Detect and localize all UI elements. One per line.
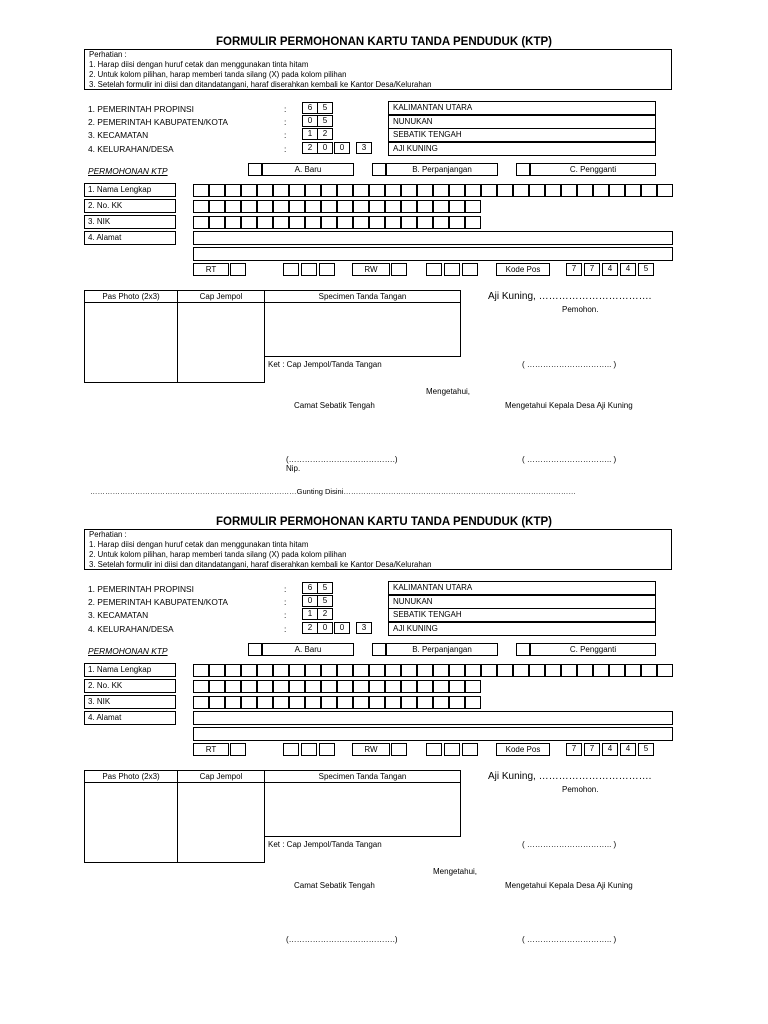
char-cell[interactable] <box>545 184 561 197</box>
camat-sign-line[interactable]: (………………………………….) <box>286 455 398 464</box>
mengetahui-label: Mengetahui, <box>426 387 471 396</box>
char-cell[interactable] <box>433 184 449 197</box>
colon: : <box>284 610 287 620</box>
code-cell[interactable]: 2 <box>317 608 333 620</box>
char-cell[interactable] <box>401 200 417 213</box>
char-cell[interactable] <box>433 664 449 677</box>
option-checkbox-baru[interactable] <box>248 643 262 656</box>
char-cell[interactable] <box>353 216 369 229</box>
rt-cell[interactable] <box>301 743 317 756</box>
option-checkbox-pengganti[interactable] <box>516 163 530 176</box>
char-cell[interactable] <box>401 696 417 709</box>
region-value[interactable]: SEBATIK TENGAH <box>388 128 656 142</box>
pemohon-label: Pemohon. <box>562 785 599 794</box>
char-cell[interactable] <box>193 216 209 229</box>
char-cell[interactable] <box>417 216 433 229</box>
note-item: 3. Setelah formulir ini diisi dan ditandatangani, haraf diserahkan kembali ke Kantor Desa/Kelurahan <box>89 560 432 569</box>
code-cell[interactable]: 0 <box>317 142 333 154</box>
alamat-input-line2[interactable] <box>193 247 673 261</box>
cap-jempol-box[interactable] <box>177 770 265 863</box>
char-cell[interactable] <box>225 680 241 693</box>
place-date: Aji Kuning, ……………………………. <box>488 771 652 782</box>
char-cell[interactable] <box>465 216 481 229</box>
mengetahui-label: Mengetahui, <box>433 867 478 876</box>
field-label-nama: 1. Nama Lengkap <box>84 663 176 677</box>
option-checkbox-pengganti[interactable] <box>516 643 530 656</box>
region-label: 3. KECAMATAN <box>88 610 149 620</box>
char-cell[interactable] <box>401 216 417 229</box>
colon: : <box>284 117 287 127</box>
char-cell[interactable] <box>241 664 257 677</box>
note-item: 2. Untuk kolom pilihan, harap memberi tanda silang (X) pada kolom pilihan <box>89 70 347 79</box>
pas-photo-box[interactable] <box>84 770 178 863</box>
char-cell[interactable] <box>305 664 321 677</box>
char-cell[interactable] <box>561 184 577 197</box>
char-cell[interactable] <box>417 200 433 213</box>
option-pengganti[interactable]: C. Pengganti <box>530 643 656 656</box>
char-cell[interactable] <box>337 696 353 709</box>
char-cell[interactable] <box>305 680 321 693</box>
char-cell[interactable] <box>385 216 401 229</box>
notes-heading: Perhatian : <box>89 530 127 539</box>
char-cell[interactable] <box>353 184 369 197</box>
char-cell[interactable] <box>321 184 337 197</box>
form-title: FORMULIR PERMOHONAN KARTU TANDA PENDUDUK (KTP) <box>215 36 553 48</box>
kodepos-cell[interactable]: 7 <box>566 743 582 756</box>
option-checkbox-perpanjangan[interactable] <box>372 163 386 176</box>
char-cell[interactable] <box>305 696 321 709</box>
char-cell[interactable] <box>369 664 385 677</box>
char-cell[interactable] <box>209 216 225 229</box>
kades-sign-line[interactable]: ( ………………………….. ) <box>522 935 617 944</box>
ket-note: Ket : Cap Jempol/Tanda Tangan <box>268 360 382 369</box>
kodepos-cell[interactable]: 5 <box>638 743 654 756</box>
char-cell[interactable] <box>257 696 273 709</box>
char-cell[interactable] <box>417 680 433 693</box>
kades-sign-line[interactable]: ( ………………………….. ) <box>522 455 617 464</box>
char-cell[interactable] <box>257 216 273 229</box>
char-cell[interactable] <box>417 664 433 677</box>
char-cell[interactable] <box>289 184 305 197</box>
note-item: 3. Setelah formulir ini diisi dan ditandatangani, haraf diserahkan kembali ke Kantor Desa/Kelurahan <box>89 80 432 89</box>
char-cell[interactable] <box>369 200 385 213</box>
char-cell[interactable] <box>385 200 401 213</box>
char-cell[interactable] <box>657 184 673 197</box>
colon: : <box>284 144 287 154</box>
rw-label: RW <box>352 743 390 756</box>
char-cell[interactable] <box>433 696 449 709</box>
permohonan-label: PERMOHONAN KTP <box>88 646 168 656</box>
note-item: 1. Harap diisi dengan huruf cetak dan menggunakan tinta hitam <box>89 540 309 549</box>
field-label-nik: 3. NIK <box>84 695 176 709</box>
char-cell[interactable] <box>273 680 289 693</box>
char-cell[interactable] <box>465 664 481 677</box>
kodepos-cell[interactable]: 7 <box>566 263 582 276</box>
code-cell[interactable]: 2 <box>302 142 318 154</box>
char-cell[interactable] <box>305 184 321 197</box>
char-cell[interactable] <box>241 184 257 197</box>
cut-line: ……………………………………………………..…………………Gunting Disini………………………………………………………………………………… <box>90 487 576 496</box>
specimen-label: Specimen Tanda Tangan <box>318 772 407 781</box>
option-checkbox-baru[interactable] <box>248 163 262 176</box>
ket-note: Ket : Cap Jempol/Tanda Tangan <box>268 840 382 849</box>
code-cell[interactable]: 5 <box>317 115 333 127</box>
char-cell[interactable] <box>273 184 289 197</box>
code-cell[interactable]: 0 <box>302 595 318 607</box>
rw-label: RW <box>352 263 390 276</box>
colon: : <box>284 597 287 607</box>
char-cell[interactable] <box>449 696 465 709</box>
cap-jempol-label: Cap Jempol <box>199 772 243 781</box>
char-cell[interactable] <box>241 696 257 709</box>
code-cell[interactable]: 6 <box>302 102 318 114</box>
char-cell[interactable] <box>321 680 337 693</box>
rw-cell[interactable] <box>444 263 460 276</box>
code-cell[interactable]: 2 <box>302 622 318 634</box>
char-cell[interactable] <box>209 680 225 693</box>
char-cell[interactable] <box>353 680 369 693</box>
code-cell[interactable]: 0 <box>317 622 333 634</box>
rt-cell[interactable] <box>301 263 317 276</box>
option-perpanjangan[interactable]: B. Perpanjangan <box>386 643 498 656</box>
permohonan-label: PERMOHONAN KTP <box>88 166 168 176</box>
nip-label: Nip. <box>286 464 301 473</box>
char-cell[interactable] <box>321 200 337 213</box>
char-cell[interactable] <box>513 664 529 677</box>
char-cell[interactable] <box>241 200 257 213</box>
region-value[interactable]: AJI KUNING <box>388 622 656 636</box>
char-cell[interactable] <box>337 200 353 213</box>
pas-photo-label: Pas Photo (2x3) <box>102 292 160 301</box>
char-cell[interactable] <box>465 696 481 709</box>
char-cell[interactable] <box>289 200 305 213</box>
char-cell[interactable] <box>209 664 225 677</box>
region-label: 2. PEMERINTAH KABUPATEN/KOTA <box>88 117 228 127</box>
rw-cell[interactable] <box>391 743 407 756</box>
rw-cell[interactable] <box>462 743 478 756</box>
char-cell[interactable] <box>337 184 353 197</box>
region-label: 4. KELURAHAN/DESA <box>88 144 174 154</box>
rw-cell[interactable] <box>462 263 478 276</box>
char-cell[interactable] <box>193 680 209 693</box>
char-cell[interactable] <box>401 680 417 693</box>
kodepos-cell[interactable]: 4 <box>620 743 636 756</box>
char-cell[interactable] <box>193 696 209 709</box>
rt-cell[interactable] <box>319 743 335 756</box>
char-cell[interactable] <box>337 216 353 229</box>
char-cell[interactable] <box>369 680 385 693</box>
kodepos-label: Kode Pos <box>496 263 550 276</box>
char-cell[interactable] <box>449 664 465 677</box>
region-value[interactable]: AJI KUNING <box>388 142 656 156</box>
char-cell[interactable] <box>465 680 481 693</box>
rt-cell[interactable] <box>283 743 299 756</box>
char-cell[interactable] <box>369 216 385 229</box>
char-cell[interactable] <box>593 664 609 677</box>
char-cell[interactable] <box>433 680 449 693</box>
char-cell[interactable] <box>417 184 433 197</box>
colon: : <box>284 130 287 140</box>
char-cell[interactable] <box>433 200 449 213</box>
code-cell[interactable]: 6 <box>302 582 318 594</box>
char-cell[interactable] <box>465 200 481 213</box>
char-cell[interactable] <box>193 200 209 213</box>
option-baru[interactable]: A. Baru <box>262 163 354 176</box>
char-cell[interactable] <box>337 664 353 677</box>
rt-cell[interactable] <box>283 263 299 276</box>
kodepos-cell[interactable]: 7 <box>584 743 600 756</box>
alamat-input-line2[interactable] <box>193 727 673 741</box>
region-label: 4. KELURAHAN/DESA <box>88 624 174 634</box>
char-cell[interactable] <box>369 184 385 197</box>
char-cell[interactable] <box>401 664 417 677</box>
char-cell[interactable] <box>321 216 337 229</box>
field-label-kk: 2. No. KK <box>84 679 176 693</box>
char-cell[interactable] <box>529 184 545 197</box>
char-cell[interactable] <box>513 184 529 197</box>
char-cell[interactable] <box>289 696 305 709</box>
char-cell[interactable] <box>225 664 241 677</box>
char-cell[interactable] <box>497 184 513 197</box>
char-cell[interactable] <box>401 184 417 197</box>
char-cell[interactable] <box>657 664 673 677</box>
field-label-alamat: 4. Alamat <box>84 711 176 725</box>
kodepos-cell[interactable]: 7 <box>584 263 600 276</box>
char-cell[interactable] <box>209 184 225 197</box>
char-cell[interactable] <box>481 664 497 677</box>
pemohon-sign-line[interactable]: ( ………………………….. ) <box>522 840 617 849</box>
camat-label: Camat Sebatik Tengah <box>294 881 375 890</box>
region-value[interactable]: NUNUKAN <box>388 595 656 609</box>
char-cell[interactable] <box>289 680 305 693</box>
rw-cell[interactable] <box>444 743 460 756</box>
char-cell[interactable] <box>353 664 369 677</box>
option-baru[interactable]: A. Baru <box>262 643 354 656</box>
pas-photo-box[interactable] <box>84 290 178 383</box>
alamat-input-line1[interactable] <box>193 231 673 245</box>
rt-cell[interactable] <box>319 263 335 276</box>
region-value[interactable]: KALIMANTAN UTARA <box>388 581 656 595</box>
kades-label: Mengetahui Kepala Desa Aji Kuning <box>505 881 633 890</box>
specimen-label: Specimen Tanda Tangan <box>318 292 407 301</box>
code-cell[interactable]: 3 <box>356 142 372 154</box>
char-cell[interactable] <box>193 184 209 197</box>
char-cell[interactable] <box>385 184 401 197</box>
rw-cell[interactable] <box>426 743 442 756</box>
kades-label: Mengetahui Kepala Desa Aji Kuning <box>505 401 633 410</box>
char-cell[interactable] <box>625 184 641 197</box>
camat-sign-line[interactable]: (………………………………….) <box>286 935 398 944</box>
char-cell[interactable] <box>321 664 337 677</box>
char-cell[interactable] <box>273 216 289 229</box>
char-cell[interactable] <box>385 696 401 709</box>
code-cell[interactable]: 1 <box>302 608 318 620</box>
char-cell[interactable] <box>353 696 369 709</box>
char-cell[interactable] <box>529 664 545 677</box>
kodepos-cell[interactable]: 4 <box>620 263 636 276</box>
rt-label: RT <box>193 743 229 756</box>
rt-cell[interactable] <box>230 743 246 756</box>
option-perpanjangan[interactable]: B. Perpanjangan <box>386 163 498 176</box>
camat-label: Camat Sebatik Tengah <box>294 401 375 410</box>
char-cell[interactable] <box>609 184 625 197</box>
kodepos-cell[interactable]: 4 <box>602 263 618 276</box>
region-value[interactable]: SEBATIK TENGAH <box>388 608 656 622</box>
colon: : <box>284 584 287 594</box>
region-label: 1. PEMERINTAH PROPINSI <box>88 104 194 114</box>
char-cell[interactable] <box>625 664 641 677</box>
char-cell[interactable] <box>193 664 209 677</box>
note-item: 2. Untuk kolom pilihan, harap memberi tanda silang (X) pada kolom pilihan <box>89 550 347 559</box>
alamat-input-line1[interactable] <box>193 711 673 725</box>
char-cell[interactable] <box>481 184 497 197</box>
region-value[interactable]: NUNUKAN <box>388 115 656 129</box>
option-pengganti[interactable]: C. Pengganti <box>530 163 656 176</box>
notes-box <box>84 49 672 90</box>
pemohon-sign-line[interactable]: ( ………………………….. ) <box>522 360 617 369</box>
rt-cell[interactable] <box>230 263 246 276</box>
char-cell[interactable] <box>305 200 321 213</box>
char-cell[interactable] <box>449 680 465 693</box>
char-cell[interactable] <box>225 200 241 213</box>
char-cell[interactable] <box>321 696 337 709</box>
char-cell[interactable] <box>545 664 561 677</box>
code-cell[interactable]: 0 <box>334 622 350 634</box>
char-cell[interactable] <box>609 664 625 677</box>
region-label: 2. PEMERINTAH KABUPATEN/KOTA <box>88 597 228 607</box>
code-cell[interactable]: 5 <box>317 595 333 607</box>
rw-cell[interactable] <box>426 263 442 276</box>
char-cell[interactable] <box>209 200 225 213</box>
code-cell[interactable]: 2 <box>317 128 333 140</box>
char-cell[interactable] <box>337 680 353 693</box>
notes-heading: Perhatian : <box>89 50 127 59</box>
char-cell[interactable] <box>385 664 401 677</box>
place-date: Aji Kuning, ……………………………. <box>488 291 652 302</box>
char-cell[interactable] <box>225 216 241 229</box>
kodepos-cell[interactable]: 4 <box>602 743 618 756</box>
region-label: 3. KECAMATAN <box>88 130 149 140</box>
char-cell[interactable] <box>305 216 321 229</box>
char-cell[interactable] <box>465 184 481 197</box>
field-label-nik: 3. NIK <box>84 215 176 229</box>
char-cell[interactable] <box>593 184 609 197</box>
pas-photo-label: Pas Photo (2x3) <box>102 772 160 781</box>
char-cell[interactable] <box>241 216 257 229</box>
char-cell[interactable] <box>257 184 273 197</box>
char-cell[interactable] <box>577 184 593 197</box>
pemohon-label: Pemohon. <box>562 305 599 314</box>
region-value[interactable]: KALIMANTAN UTARA <box>388 101 656 115</box>
colon: : <box>284 104 287 114</box>
char-cell[interactable] <box>257 664 273 677</box>
kodepos-label: Kode Pos <box>496 743 550 756</box>
kodepos-cell[interactable]: 5 <box>638 263 654 276</box>
char-cell[interactable] <box>289 664 305 677</box>
char-cell[interactable] <box>241 680 257 693</box>
cap-jempol-label: Cap Jempol <box>199 292 243 301</box>
char-cell[interactable] <box>257 200 273 213</box>
ktp-form-1 <box>0 0 768 473</box>
option-checkbox-perpanjangan[interactable] <box>372 643 386 656</box>
char-cell[interactable] <box>273 664 289 677</box>
char-cell[interactable] <box>449 216 465 229</box>
char-cell[interactable] <box>273 200 289 213</box>
char-cell[interactable] <box>449 200 465 213</box>
form-title: FORMULIR PERMOHONAN KARTU TANDA PENDUDUK (KTP) <box>215 516 553 528</box>
field-label-kk: 2. No. KK <box>84 199 176 213</box>
region-label: 1. PEMERINTAH PROPINSI <box>88 584 194 594</box>
code-cell[interactable]: 1 <box>302 128 318 140</box>
char-cell[interactable] <box>433 216 449 229</box>
char-cell[interactable] <box>225 184 241 197</box>
char-cell[interactable] <box>225 696 241 709</box>
char-cell[interactable] <box>577 664 593 677</box>
field-label-alamat: 4. Alamat <box>84 231 176 245</box>
cap-jempol-box[interactable] <box>177 290 265 383</box>
char-cell[interactable] <box>385 680 401 693</box>
ktp-form-2 <box>0 480 768 950</box>
code-cell[interactable]: 0 <box>334 142 350 154</box>
char-cell[interactable] <box>273 696 289 709</box>
code-cell[interactable]: 5 <box>317 102 333 114</box>
rt-label: RT <box>193 263 229 276</box>
char-cell[interactable] <box>369 696 385 709</box>
colon: : <box>284 624 287 634</box>
code-cell[interactable]: 5 <box>317 582 333 594</box>
rw-cell[interactable] <box>391 263 407 276</box>
code-cell[interactable]: 0 <box>302 115 318 127</box>
char-cell[interactable] <box>417 696 433 709</box>
notes-box <box>84 529 672 570</box>
char-cell[interactable] <box>289 216 305 229</box>
char-cell[interactable] <box>209 696 225 709</box>
field-label-nama: 1. Nama Lengkap <box>84 183 176 197</box>
char-cell[interactable] <box>641 184 657 197</box>
char-cell[interactable] <box>353 200 369 213</box>
char-cell[interactable] <box>561 664 577 677</box>
char-cell[interactable] <box>641 664 657 677</box>
char-cell[interactable] <box>449 184 465 197</box>
code-cell[interactable]: 3 <box>356 622 372 634</box>
note-item: 1. Harap diisi dengan huruf cetak dan menggunakan tinta hitam <box>89 60 309 69</box>
char-cell[interactable] <box>257 680 273 693</box>
char-cell[interactable] <box>497 664 513 677</box>
